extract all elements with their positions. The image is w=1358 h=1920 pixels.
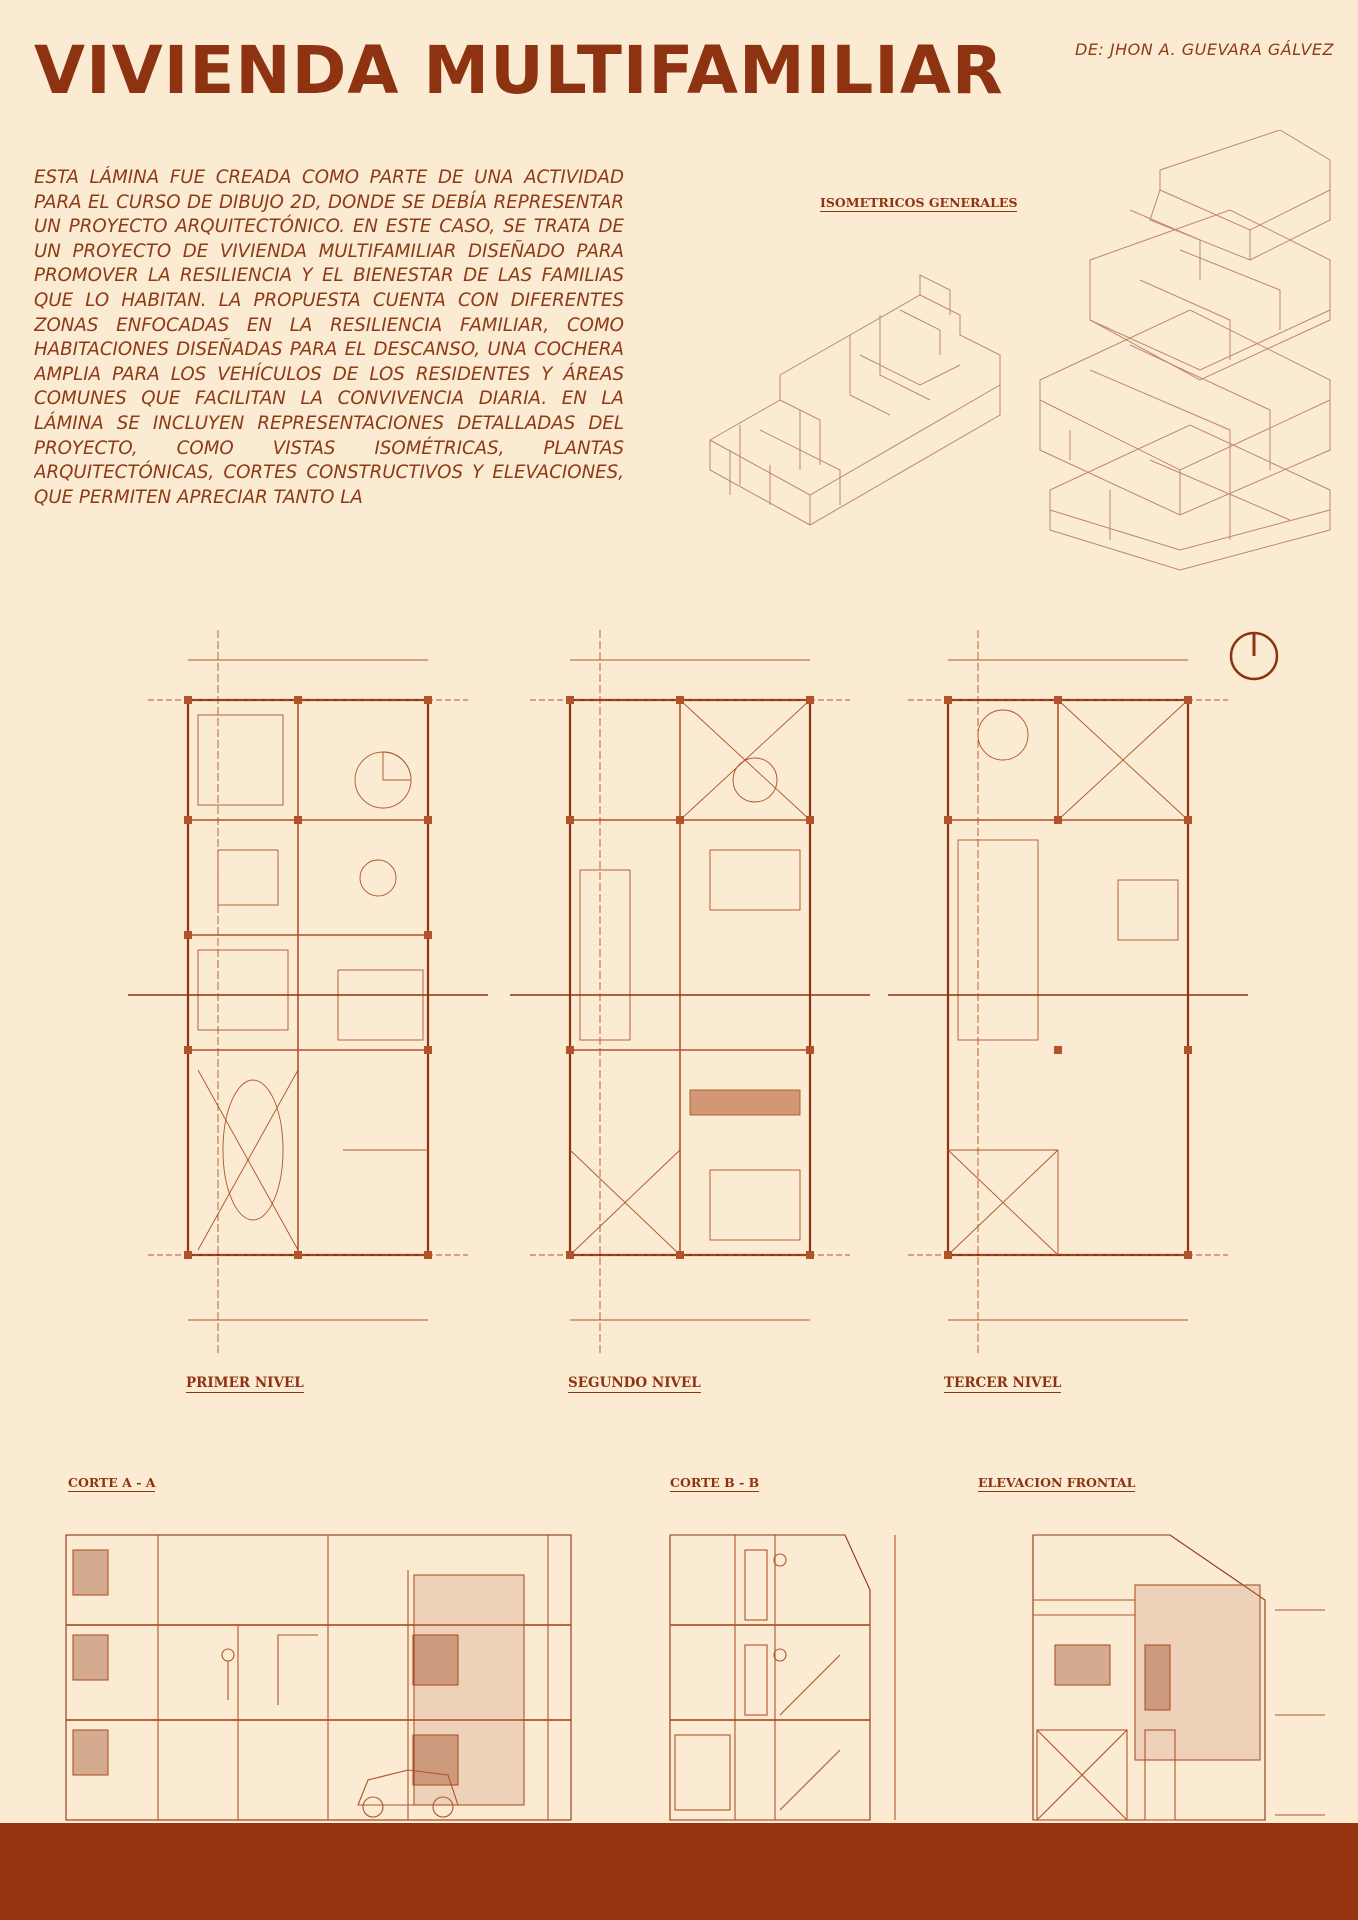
floor-plan-second-level [510,630,870,1355]
isometric-label: ISOMETRICOS GENERALES [820,195,1018,210]
section-b-drawing [645,1530,935,1825]
floor2-label: SEGUNDO NIVEL [568,1375,701,1391]
section-b-label: CORTE B - B [670,1475,760,1490]
footer-band [0,1823,1358,1920]
section-a-drawing [48,1525,608,1825]
intro-paragraph: ESTA LÁMINA FUE CREADA COMO PARTE DE UNA ACTIVIDAD PARA EL CURSO DE DIBUJO 2D, DONDE SE DEBÍA REPRESENTAR UN PROYECTO ARQUITECTÓNICO. EN ESTE CASO, SE TRATA DE UN PROYECTO DE VIVIENDA MULTIFAMILIAR DISEÑADO PARA PROMOVER LA RESILIENCIA Y EL BIENESTAR DE LAS FAMILIAS QUE LO HABITAN. LA PROPUESTA CUENTA CON DIFERENTES ZONAS ENFOCADAS EN LA RESILIENCIA FAMILIAR, COMO HABITACIONES DISEÑADAS PARA EL DESCANSO, UNA COCHERA AMPLIA PARA LOS VEHÍCULOS DE LOS RESIDENTES Y ÁREAS COMUNES QUE FACILITAN LA CONVIVENCIA DIARIA. EN LA LÁMINA SE INCLUYEN REPRESENTACIONES DETALLADAS DEL PROYECTO, COMO VISTAS ISOMÉTRICAS, PLANTAS ARQUITECTÓNICAS, CORTES CONSTRUCTIVOS Y ELEVACIONES, QUE PERMITEN APRECIAR TANTO LA [34,167,624,508]
floor1-label: PRIMER NIVEL [186,1375,304,1391]
floor3-label: TERCER NIVEL [944,1375,1062,1391]
elevation-label: ELEVACION FRONTAL [978,1475,1136,1490]
north-arrow-icon [1228,630,1280,682]
isometric-drawing-left [700,255,1005,550]
floor-plan-third-level [888,630,1248,1355]
floor-plan-first-level [128,630,488,1355]
section-a-label: CORTE A - A [68,1475,156,1490]
author-credit: DE: JHON A. GUEVARA GÁLVEZ [1075,40,1334,59]
front-elevation-drawing [1025,1530,1355,1825]
isometric-drawing-right [1030,130,1340,575]
page-title: VIVIENDA MULTIFAMILIAR [34,32,1004,109]
